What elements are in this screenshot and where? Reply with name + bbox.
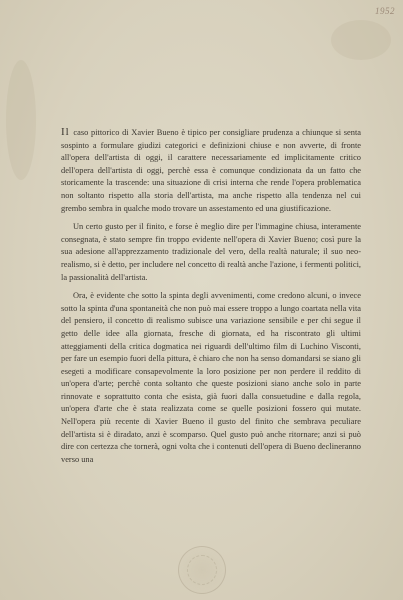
paragraph-1 xyxy=(61,126,361,215)
handwritten-corner-note: 1952 xyxy=(375,6,395,16)
paper-stain xyxy=(6,60,36,180)
embossed-seal xyxy=(178,546,226,594)
seal-ring xyxy=(187,555,217,585)
paragraph-text: caso pittorico di Xavier Bueno è tipico per consigliare prudenza a chiunque si senta sospinto a formulare giudizi categorici e definizioni chiuse e non avverte, di fronte all'opera dell'artista di oggi, il carattere necessariamente ed implicitamente critico dell'opera dell'artista di oggi, perchè essa è comunque condizionata da un fatto che storicamente la trascende: una situazione di crisi interna che rende l'opera problematica non soltanto rispetto alla storia dell'artista, ma anche rispetto alla tendenza nel cui grembo sembra in qualche modo trovare un assestamento ed una giustificazione. xyxy=(61,128,361,213)
paper-stain xyxy=(331,20,391,60)
paragraph-2: Un certo gusto per il finito, e forse è meglio dire per l'immagine chiusa, interamente consegnata, è stato sempre fin troppo evidente nell'opera di Xavier Bueno; così pure la sua adesione all'apprezzamento tradizionale del vero, della realtà naturale; il suo neo-realismo, si è detto, per includere nel concetto di realtà anche l'azione, i fermenti politici, la passionalità dell'artista. xyxy=(61,222,361,282)
article-body xyxy=(61,126,361,472)
drop-cap: Il xyxy=(61,126,70,138)
paragraph-3: Ora, è evidente che sotto la spinta degli avvenimenti, come credono alcuni, o invece sotto la spinta d'una spontaneità che non può mai essere troppo a lungo coartata nella vita del pensiero, il concetto di realismo subisce una variazione sensibile e per chi segue il getto delle idee alla giornata, fresche di giornata, ed ha riscontrato gli ultimi atteggiamenti della critica dogmatica nei riguardi dell'ultimo film di Luchino Visconti, per fare un esempio fuori della pittura, è chiaro che non ha senso domandarsi se siano gli esegeti a modificare consapevolmente la loro posizione per non perdere il reddito di un'opera d'arte; perchè conta soltanto che queste posizioni siano anche solo in parte rinnovate e soprattutto conta che esista, già fuori dalla consuetudine e dalla regola, un'opera d'arte che è stata realizzata come se quelle posizioni fossero qui mutate. Nell'opera più recente di Xavier Bueno il gusto del finito che sembrava peculiare dell'artista si è diradato, anzi è scomparso. Quel gusto può anche ritornare; anzi si può dire con certezza che tornerà, ogni volta che i contenuti dell'opera di Bueno declineranno verso una xyxy=(61,291,361,464)
